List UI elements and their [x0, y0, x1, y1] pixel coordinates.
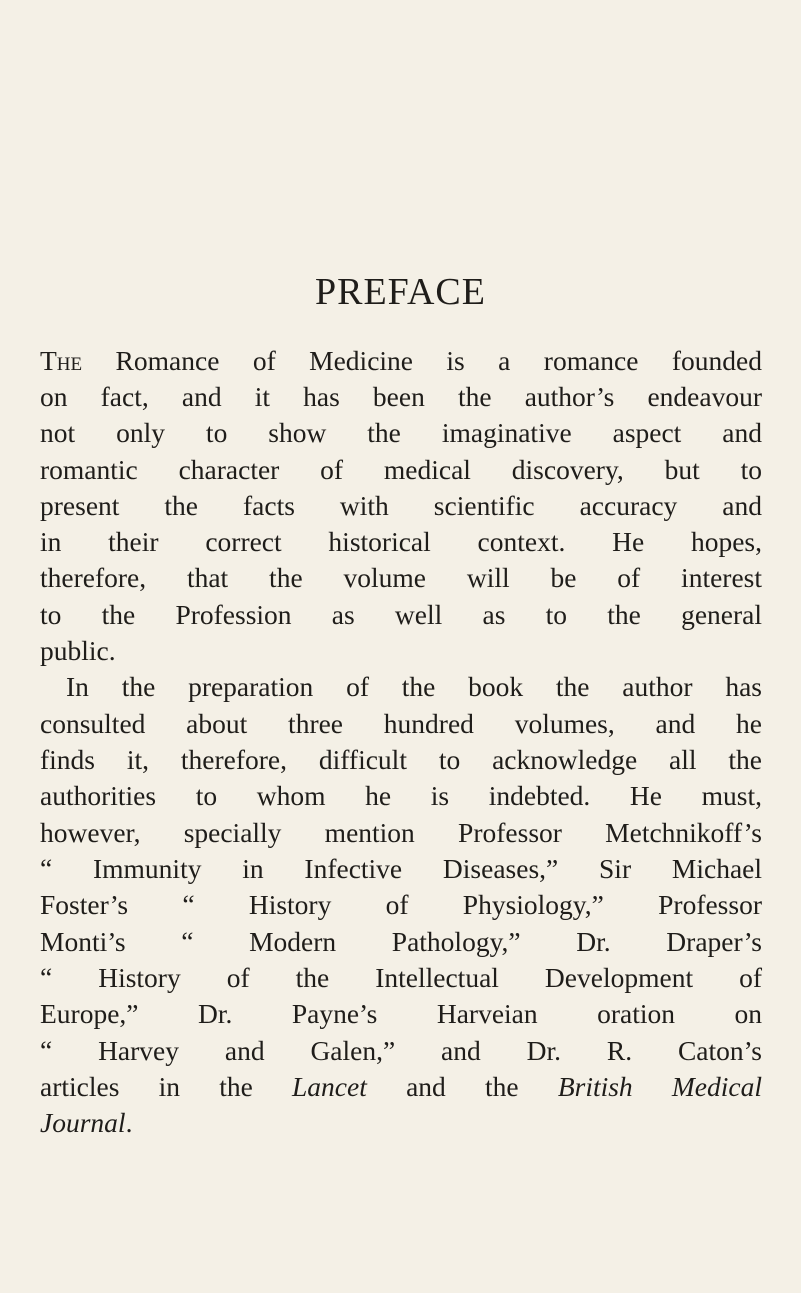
text-line: in their correct historical context. He hopes,	[40, 526, 762, 557]
text-line: Monti’s “ Modern Pathology,” Dr. Draper’s	[40, 926, 762, 957]
text-line: romantic character of medical discovery, but to	[40, 454, 762, 485]
text-line: authorities to whom he is indebted. He must,	[40, 780, 762, 811]
text-line: not only to show the imaginative aspect and	[40, 417, 762, 448]
page-title: PREFACE	[314, 271, 486, 313]
text-line: consulted about three hundred volumes, and he	[40, 708, 762, 739]
text-line: Foster’s “ History of Physiology,” Professor	[40, 889, 762, 920]
text-fragment: Romance of Medicine is a romance founded	[82, 345, 762, 376]
text-line: to the Profession as well as to the general	[40, 599, 762, 630]
text-line	[40, 346, 762, 376]
text-fragment: and the	[366, 1071, 558, 1102]
lead-word: The	[40, 345, 83, 376]
italic-title-british-medical: British Medical	[557, 1071, 762, 1102]
text-line: therefore, that the volume will be of interest	[40, 562, 762, 593]
text-line: public.	[40, 635, 116, 666]
text-line: “ Immunity in Infective Diseases,” Sir Michael	[40, 853, 762, 884]
text-line: finds it, therefore, difficult to acknowledge all the	[40, 744, 762, 775]
italic-title-journal: Journal	[40, 1107, 126, 1138]
text-line: however, specially mention Professor Metchnikoff’s	[40, 817, 762, 848]
text-line: present the facts with scientific accuracy and	[40, 490, 762, 521]
italic-title-lancet: Lancet	[292, 1071, 367, 1102]
text-fragment: articles in the	[40, 1071, 293, 1102]
text-line	[40, 1108, 762, 1138]
text-line: on fact, and it has been the author’s endeavour	[40, 381, 762, 412]
text-line	[40, 1072, 762, 1102]
text-line: Europe,” Dr. Payne’s Harveian oration on	[40, 998, 762, 1029]
text-line: “ Harvey and Galen,” and Dr. R. Caton’s	[40, 1035, 762, 1066]
text-line: “ History of the Intellectual Development of	[40, 962, 762, 993]
text-fragment: .	[125, 1107, 133, 1138]
text-line: In the preparation of the book the author has	[66, 671, 762, 702]
